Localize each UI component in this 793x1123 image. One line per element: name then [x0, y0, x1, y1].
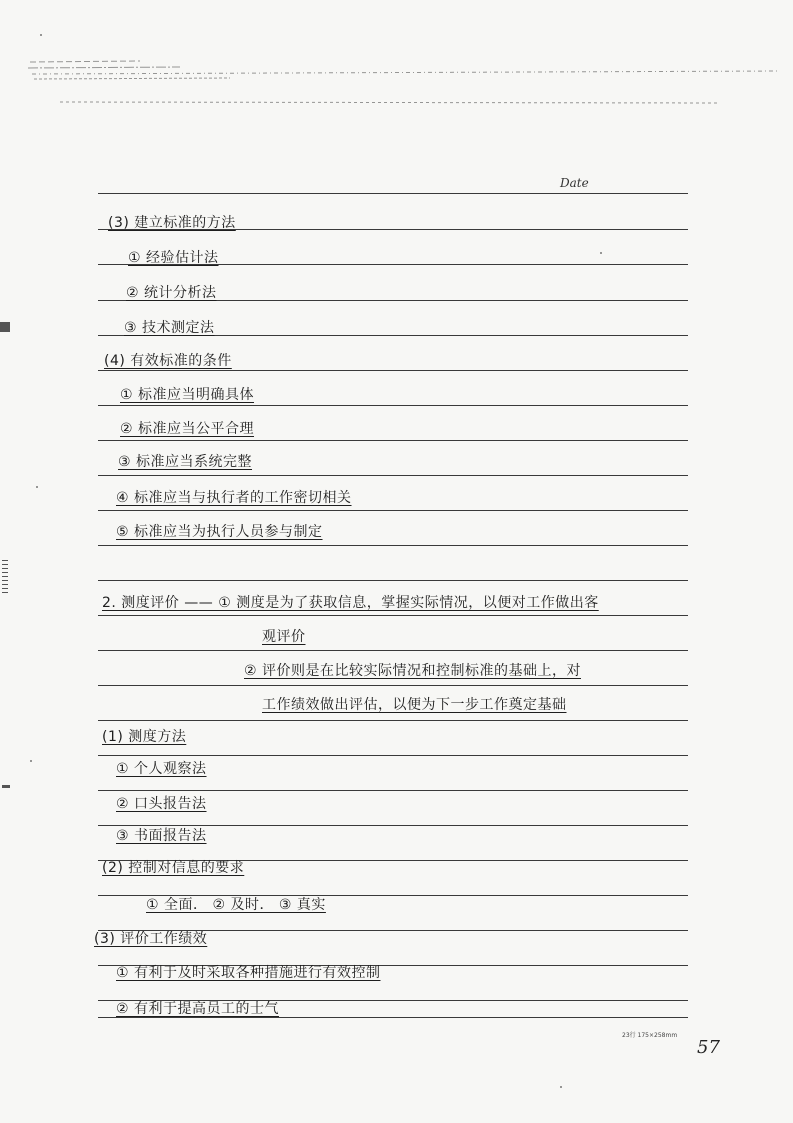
- note-line: ② 有利于提高员工的士气: [116, 1001, 280, 1017]
- note-line: ② 标准应当公平合理: [120, 421, 255, 437]
- ruled-line: [98, 545, 688, 546]
- scan-speck: [30, 760, 32, 762]
- ruled-line: [98, 755, 688, 756]
- note-line: 观评价: [262, 629, 306, 645]
- note-line: (4) 有效标准的条件: [104, 353, 232, 369]
- note-line: ③ 技术测定法: [124, 320, 215, 336]
- margin-binding-mark: [0, 322, 10, 332]
- ruled-line: [98, 720, 688, 721]
- scan-speck: [600, 252, 602, 254]
- note-line: 2. 测度评价 —— ① 测度是为了获取信息，掌握实际情况，以便对工作做出客: [102, 595, 599, 611]
- ruled-line: [98, 790, 688, 791]
- scan-speck: [40, 34, 42, 36]
- ruled-line: [98, 685, 688, 686]
- ruled-line: [98, 405, 688, 406]
- note-line: ① 有利于及时采取各种措施进行有效控制: [116, 965, 381, 981]
- ruled-line: [98, 475, 688, 476]
- ruled-line: [98, 650, 688, 651]
- margin-binding-mark: [2, 560, 8, 595]
- note-line: ① 个人观察法: [116, 761, 207, 777]
- note-line: ④ 标准应当与执行者的工作密切相关: [116, 490, 352, 506]
- margin-binding-mark: [2, 785, 10, 788]
- ruled-line: [98, 580, 688, 581]
- paper-size-label: 23行 175×258mm: [622, 1032, 678, 1039]
- scan-speck: [36, 486, 38, 488]
- page-number: 57: [697, 1037, 720, 1058]
- note-line: ③ 书面报告法: [116, 828, 207, 844]
- note-line: ③ 标准应当系统完整: [118, 454, 253, 470]
- ruled-line: [98, 370, 688, 371]
- ruled-line: [98, 440, 688, 441]
- note-line: ⑤ 标准应当为执行人员参与制定: [116, 524, 323, 540]
- note-line: ① 全面． ② 及时． ③ 真实: [146, 897, 326, 913]
- note-line: ② 评价则是在比较实际情况和控制标准的基础上，对: [244, 663, 581, 679]
- note-line: ② 口头报告法: [116, 796, 207, 812]
- note-line: ① 标准应当明确具体: [120, 387, 255, 403]
- note-line: 工作绩效做出评估，以便为下一步工作奠定基础: [262, 697, 567, 713]
- ruled-line: [98, 193, 688, 194]
- note-line: (2) 控制对信息的要求: [102, 860, 245, 876]
- note-line: ② 统计分析法: [126, 285, 217, 301]
- ruled-line: [98, 510, 688, 511]
- date-label: Date: [560, 176, 589, 190]
- note-line: (1) 测度方法: [102, 729, 187, 745]
- ruled-line: [98, 615, 688, 616]
- scan-noise-strip: [20, 48, 780, 108]
- scan-speck: [560, 1086, 562, 1088]
- note-line: ① 经验估计法: [128, 250, 219, 266]
- note-line: (3) 建立标准的方法: [108, 215, 236, 231]
- note-line: (3) 评价工作绩效: [94, 931, 208, 947]
